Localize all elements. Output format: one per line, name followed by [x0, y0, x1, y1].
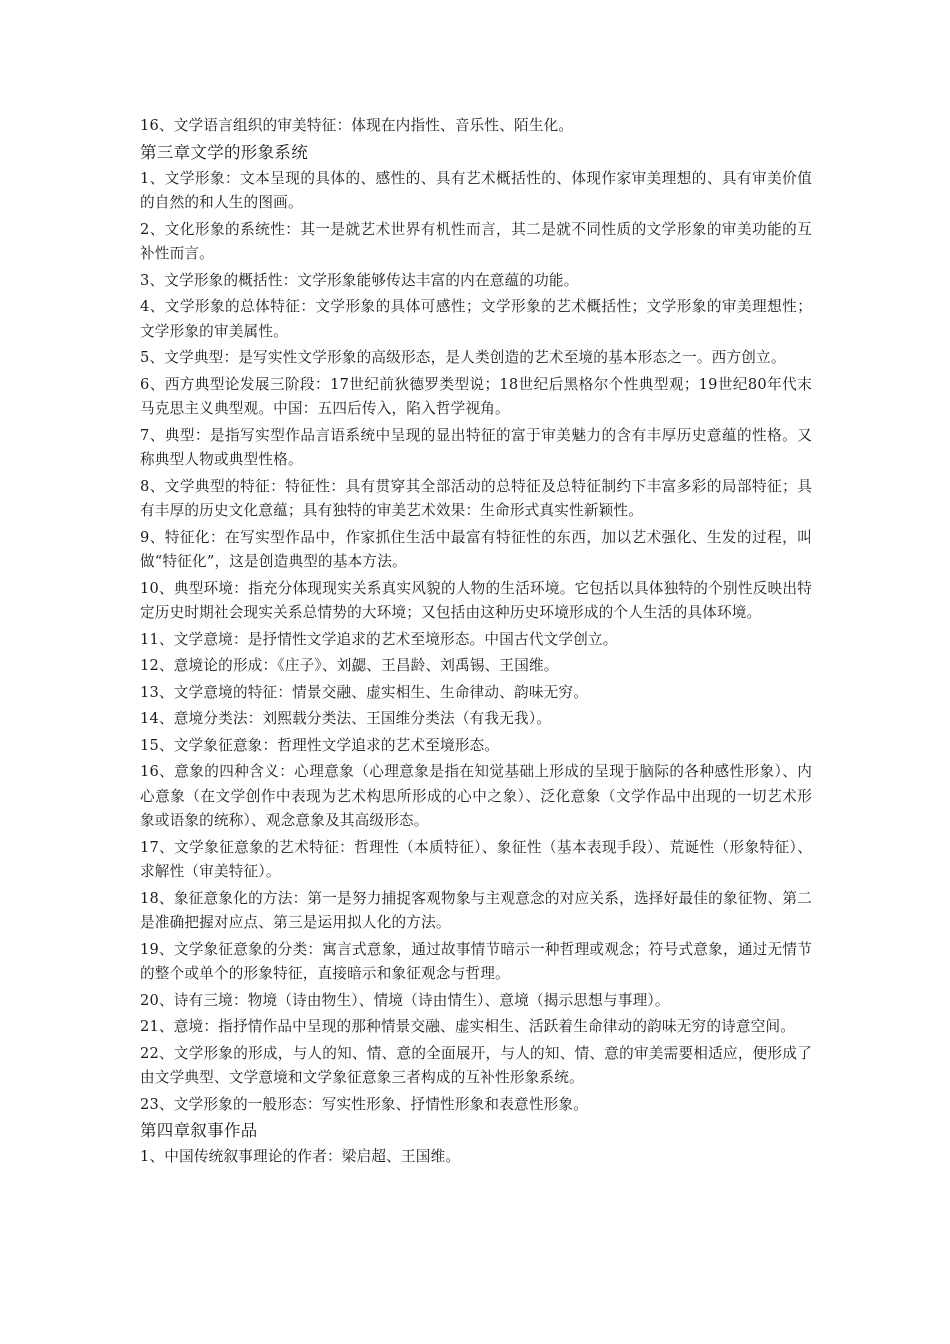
paragraph: 20、诗有三境：物境（诗由物生）、情境（诗由情生）、意境（揭示思想与事理）。	[140, 991, 670, 1009]
paragraph: 22、文学形象的形成，与人的知、情、意的全面展开，与人的知、情、意的审美需要相适应，便形成了由文学典型、文学意境和文学象征意象三者构成的互补性形象系统。	[140, 1044, 812, 1086]
paragraph: 4、文学形象的总体特征：文学形象的具体可感性；文学形象的艺术概括性；文学形象的审美理想性；文学形象的审美属性。	[140, 298, 812, 340]
paragraph: 6、西方典型论发展三阶段：17世纪前狄德罗类型说；18世纪后黑格尔个性典型观；19世纪80年代末马克思主义典型观。中国：五四后传入，陷入哲学视角。	[140, 375, 812, 417]
paragraph: 23、文学形象的一般形态：写实性形象、抒情性形象和表意性形象。	[140, 1095, 588, 1113]
paragraph: 8、文学典型的特征：特征性：具有贯穿其全部活动的总特征及总特征制约下丰富多彩的局部特征；具有丰厚的历史文化意蕴；具有独特的审美艺术效果：生命形式真实性新颖性。	[140, 477, 812, 519]
paragraph: 5、文学典型：是写实性文学形象的高级形态，是人类创造的艺术至境的基本形态之一。西方创立。	[140, 349, 786, 366]
document-page	[140, 114, 812, 1172]
paragraph: 2、文化形象的系统性：其一是就艺术世界有机性而言，其二是就不同性质的文学形象的审美功能的互补性而言。	[140, 220, 812, 262]
paragraph: 1、文学形象：文本呈现的具体的、感性的、具有艺术概括性的、体现作家审美理想的、具有审美价值的自然的和人生的图画。	[140, 169, 812, 211]
chapter-heading: 第三章文学的形象系统	[140, 142, 308, 162]
paragraph: 12、意境论的形成：《庄子》、刘勰、王昌龄、刘禹锡、王国维。	[140, 657, 559, 674]
paragraph: 10、典型环境：指充分体现现实关系真实风貌的人物的生活环境。它包括以具体独特的个别性反映出特定历史时期社会现实关系总情势的大环境；又包括由这种历史环境形成的个人生活的具体环境。	[140, 579, 812, 621]
paragraph: 16、意象的四种含义：心理意象（心理意象是指在知觉基础上形成的呈现于脑际的各种感性形象）、内心意象（在文学创作中表现为艺术构思所形成的心中之象）、泛化意象（文学作品中出现的一切艺术形象或语象的统称）、观念意象及其高级形态。	[140, 763, 812, 829]
paragraph: 7、典型：是指写实型作品言语系统中呈现的显出特征的富于审美魅力的含有丰厚历史意蕴的性格。又称典型人物或典型性格。	[140, 426, 812, 468]
paragraph: 9、特征化：在写实型作品中，作家抓住生活中最富有特征性的东西，加以艺术强化、生发的过程，叫做“特征化”，这是创造典型的基本方法。	[140, 528, 812, 570]
paragraph: 19、文学象征意象的分类：寓言式意象，通过故事情节暗示一种哲理或观念；符号式意象，通过无情节的整个或单个的形象特征，直接暗示和象征观念与哲理。	[140, 940, 812, 982]
paragraph: 13、文学意境的特征：情景交融、虚实相生、生命律动、韵味无穷。	[140, 683, 588, 701]
paragraph: 18、象征意象化的方法：第一是努力捕捉客观物象与主观意念的对应关系，选择好最佳的象征物、第二是准确把握对应点、第三是运用拟人化的方法。	[140, 889, 812, 931]
paragraph: 11、文学意境：是抒情性文学追求的艺术至境形态。中国古代文学创立。	[140, 630, 618, 648]
paragraph: 16、文学语言组织的审美特征：体现在内指性、音乐性、陌生化。	[140, 117, 574, 134]
paragraph: 21、意境：指抒情作品中呈现的那种情景交融、虚实相生、活跃着生命律动的韵味无穷的诗意空间。	[140, 1018, 796, 1035]
paragraph: 17、文学象征意象的艺术特征：哲理性（本质特征）、象征性（基本表现手段）、荒诞性（形象特征）、求解性（审美特征）。	[140, 838, 812, 880]
paragraph: 14、意境分类法：刘熙载分类法、王国维分类法（有我无我）。	[140, 710, 552, 727]
paragraph: 3、文学形象的概括性：文学形象能够传达丰富的内在意蕴的功能。	[140, 271, 579, 289]
chapter-heading: 第四章叙事作品	[140, 1121, 258, 1140]
paragraph: 15、文学象征意象：哲理性文学追求的艺术至境形态。	[140, 736, 500, 754]
paragraph: 1、中国传统叙事理论的作者：梁启超、王国维。	[140, 1148, 461, 1165]
